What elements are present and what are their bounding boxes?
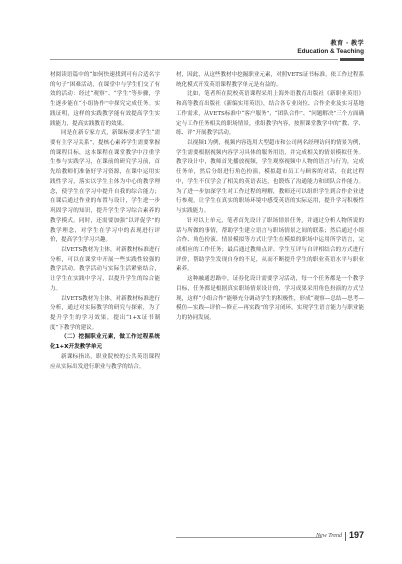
header-rule [50, 58, 364, 61]
page-footer [176, 530, 364, 549]
left-paragraph-5: 新课标指出，职业院校的公共英语课程应从实际出发进行职业与教学的结合。 [50, 353, 160, 370]
section-subhead: （二）挖掘职业元素，做工作过程系统化1+X开发教学单元 [50, 334, 160, 351]
page-number: 197 [348, 530, 364, 540]
left-paragraph-1: 材阅读语篇中的“如何快速找到可有合适名字的句子”困难活动，在课堂中与学生们交了有效的活动：经过“观察”、“学生”等步骤，学生逐步能在“小组协作”中探究完成任务。实践证明，这样的实践教学能有效提高学生实践能力，提高实践教育的效果。 [50, 72, 160, 127]
footer-divider [345, 532, 346, 541]
footer-label: New Trend [316, 533, 342, 539]
header-title-en: Education & Teaching [297, 48, 364, 55]
running-header [224, 40, 364, 56]
footer-rule [176, 537, 322, 538]
right-paragraph-3: 以视频1为例，视频内容选用大型超市和公司两名经理访问的情景为例，学生需要根据视频内容学习具体的服务用语，并完成相关的情景模拟任务。教学设计中，教师首先播放视频，学生观察视频中人物的语言与行为，完成任务单，然后分组进行角色扮演，模拟超市员工与顾客的对话，在此过程中，学生不仅学会了相关的英语表达，也锻炼了沟通能力和团队合作能力。为了进一步加深学生对工作过程的理解，教师还可以组织学生到合作企业进行参观，让学生在真实的职场环境中感受英语的实际运用，提升学习积极性与实践能力。 [176, 140, 364, 215]
right-paragraph-4: 针对以上单元，笔者首先设计了职场情景任务，并通过分析人物所说的话与所做的事情，帮助学生建立语言与职场情景之间的联系；然后通过小组合作、角色扮演、情景模拟等方式让学生在模拟的职场中运用所学语言，完成相应的工作任务；最后通过教师点评、学生互评与自评相结合的方式进行评价，帮助学生发现自身的不足，从而不断提升学生的职业英语水平与职业素养。 [176, 217, 364, 273]
right-paragraph-2: 比如，笔者所在院校英语课程采用上海外语教育出版社《新职业英语》和高等教育出版社《新编实用英语》，结合各专业岗位、合作企业及实习基地工作需求，从VETS标准中“客户服务”、“团队合作”、“问题解决”三个方面确定与工作任务相关的职场情景，重组教学内容，按照课堂教学中的“教、学、练、评”开展教学活动。 [176, 91, 364, 137]
left-paragraph-3: 以VETS教材为主体，对新教材标准进行分析，可以在课堂中开展一些实践性较强的教学活动。教学活动与实际生活紧密结合，让学生在实践中学习，以提升学生的综合能力。 [50, 246, 160, 292]
right-paragraph-1: 材，因此，从这些教材中挖掘职业元素，对照VETS证书标准，依工作过程系统化模式开发英语课程教学单元是有益的。 [176, 72, 364, 88]
right-paragraph-5: 这种融通思路中，证券化设计需要学习活动，每一个任务都是一个教学目标，任务都是根据真实职场情景设计的，学习成果采用角色扮演的方式呈现，这样“小组合作”能够充分调动学生的积极性，形成“观察—总结—思考—模仿—实践—评价—修正—再实践”的学习闭环，实现学生语言能力与职业能力的协同发展。 [176, 276, 364, 321]
header-title-cn: 教育 · 教学 [330, 40, 364, 47]
left-paragraph-4: 以VETS教材为主体，对新教材标准进行分析，通过对实际教学的研究与探索，为了提升学生的学习效果，提出“1+X证书制度”下教学的建议。 [50, 295, 160, 331]
left-paragraph-2: 同是在新专家方式，新课标要求学生“需要有主学习关系”，提核心素养学生需要掌握的课程目标，这本课程在课堂教学中注重学生参与实践学习，在课前的研究学习前，首先给教师们准备好学习资源，在课中运用实践性学习，落实以学生主体为中心的教学理念，使学生在学习中提升自我的综合能力；在课后通过作业的布置与设计，学生进一步巩固学习的知识，提升学生学习综合素养的教学模式。同时，还需要加强“以评促学”的教学理念，对学生在学习中的表现进行评价，提高学生学习兴趣。 [50, 130, 160, 244]
header-rule-thick [340, 58, 364, 61]
header-rule-thin [50, 59, 338, 60]
right-column [176, 71, 364, 324]
left-column [50, 71, 160, 372]
